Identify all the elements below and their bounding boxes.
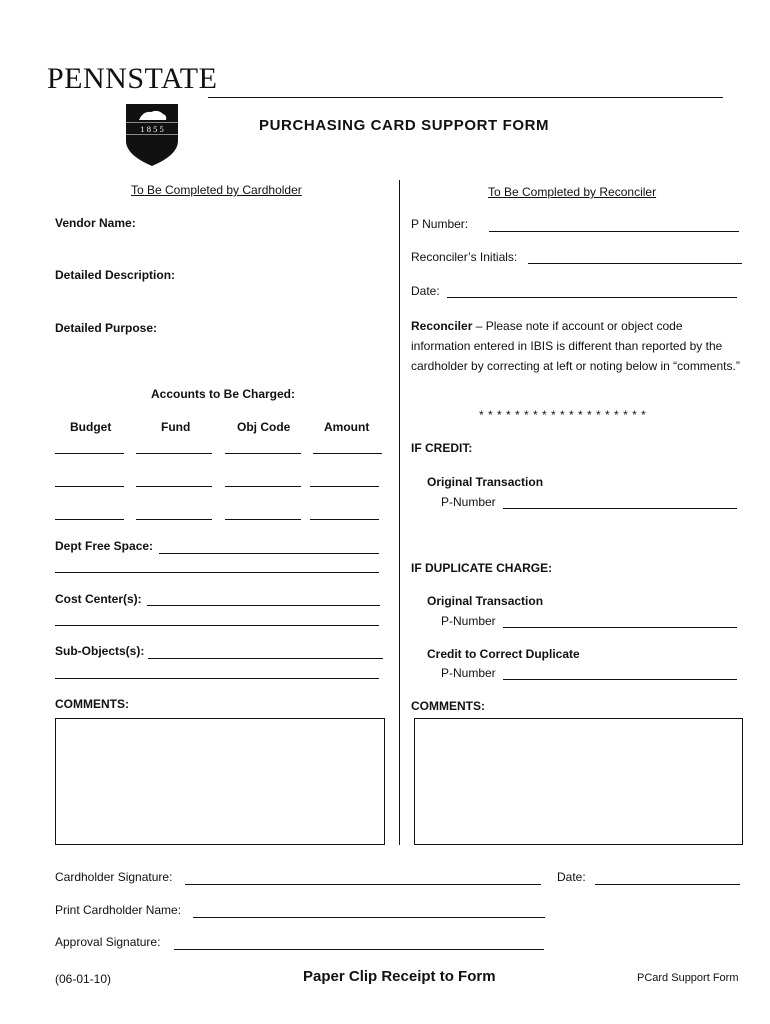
pnumber-label: P Number: [411,217,469,231]
sub-objects-label: Sub-Objects(s): [55,644,145,658]
signature-date-field[interactable] [595,884,740,885]
sub-objects-field-2[interactable] [55,678,379,679]
objcode-column-header: Obj Code [237,420,291,434]
duplicate-pnumber-field[interactable] [503,627,737,628]
reconciler-initials-label: Reconciler’s Initials: [411,250,518,264]
pnumber-field[interactable] [489,231,739,232]
form-name-footer: PCard Support Form [637,972,739,984]
objcode-field-1[interactable] [225,453,301,454]
vendor-name-label: Vendor Name: [55,216,136,230]
amount-field-2[interactable] [310,486,379,487]
if-duplicate-label: IF DUPLICATE CHARGE: [411,561,553,575]
separator-stars: * * * * * * * * * * * * * * * * * * * [479,408,647,422]
nittany-lion-shield-icon [125,103,179,167]
dept-free-space-field-2[interactable] [55,572,379,573]
reconciler-initials-field[interactable] [528,263,742,264]
fund-field-1[interactable] [136,453,212,454]
form-revision-code: (06-01-10) [55,972,112,986]
reconciler-note-bold: Reconciler [411,319,473,333]
print-name-label: Print Cardholder Name: [55,903,182,917]
cost-center-field-2[interactable] [55,625,379,626]
cardholder-signature-label: Cardholder Signature: [55,870,173,884]
header-rule [208,97,723,98]
credit-pnumber-field[interactable] [503,508,737,509]
signature-date-label: Date: [557,870,586,884]
detailed-purpose-label: Detailed Purpose: [55,321,158,335]
reconciler-note [411,316,741,376]
shield-year: 1 8 5 5 [140,124,164,134]
budget-field-1[interactable] [55,453,124,454]
paper-clip-instruction: Paper Clip Receipt to Form [303,968,496,985]
reconciler-date-label: Date: [411,284,440,298]
reconciler-comments-box[interactable] [414,718,743,845]
reconciler-note-text: – Please note if account or object code information entered in IBIS is different than reported by the cardholder by correcting at left or noting below in “comments.” [411,319,740,373]
cost-center-label: Cost Center(s): [55,592,142,606]
fund-field-3[interactable] [136,519,212,520]
column-divider [399,180,400,845]
duplicate-pnumber-label: P-Number [441,614,496,628]
reconciler-section-heading: To Be Completed by Reconciler [488,185,657,199]
penn-state-logo: PENNSTATE [47,62,218,95]
correction-pnumber-field[interactable] [503,679,737,680]
credit-pnumber-label: P-Number [441,495,496,509]
objcode-field-2[interactable] [225,486,301,487]
dept-free-space-field[interactable] [159,553,379,554]
cost-center-field[interactable] [147,605,380,606]
print-name-field[interactable] [193,917,545,918]
amount-column-header: Amount [324,420,370,434]
cardholder-section-heading: To Be Completed by Cardholder [131,183,302,197]
amount-field-1[interactable] [313,453,382,454]
cardholder-signature-field[interactable] [185,884,541,885]
objcode-field-3[interactable] [225,519,301,520]
fund-field-2[interactable] [136,486,212,487]
approval-signature-field[interactable] [174,949,544,950]
correction-pnumber-label: P-Number [441,666,496,680]
if-credit-label: IF CREDIT: [411,441,473,455]
budget-column-header: Budget [70,420,112,434]
accounts-label: Accounts to Be Charged: [151,387,296,401]
budget-field-3[interactable] [55,519,124,520]
fund-column-header: Fund [161,420,191,434]
duplicate-original-transaction-label: Original Transaction [427,594,544,608]
cardholder-comments-label: COMMENTS: [55,697,129,711]
reconciler-date-field[interactable] [447,297,737,298]
sub-objects-field[interactable] [148,658,383,659]
amount-field-3[interactable] [310,519,379,520]
cardholder-comments-box[interactable] [55,718,385,845]
detailed-description-label: Detailed Description: [55,268,176,282]
budget-field-2[interactable] [55,486,124,487]
credit-correct-duplicate-label: Credit to Correct Duplicate [427,647,580,661]
approval-signature-label: Approval Signature: [55,935,161,949]
form-title: PURCHASING CARD SUPPORT FORM [259,117,550,134]
original-transaction-label: Original Transaction [427,475,544,489]
reconciler-comments-label: COMMENTS: [411,699,485,713]
dept-free-space-label: Dept Free Space: [55,539,154,553]
